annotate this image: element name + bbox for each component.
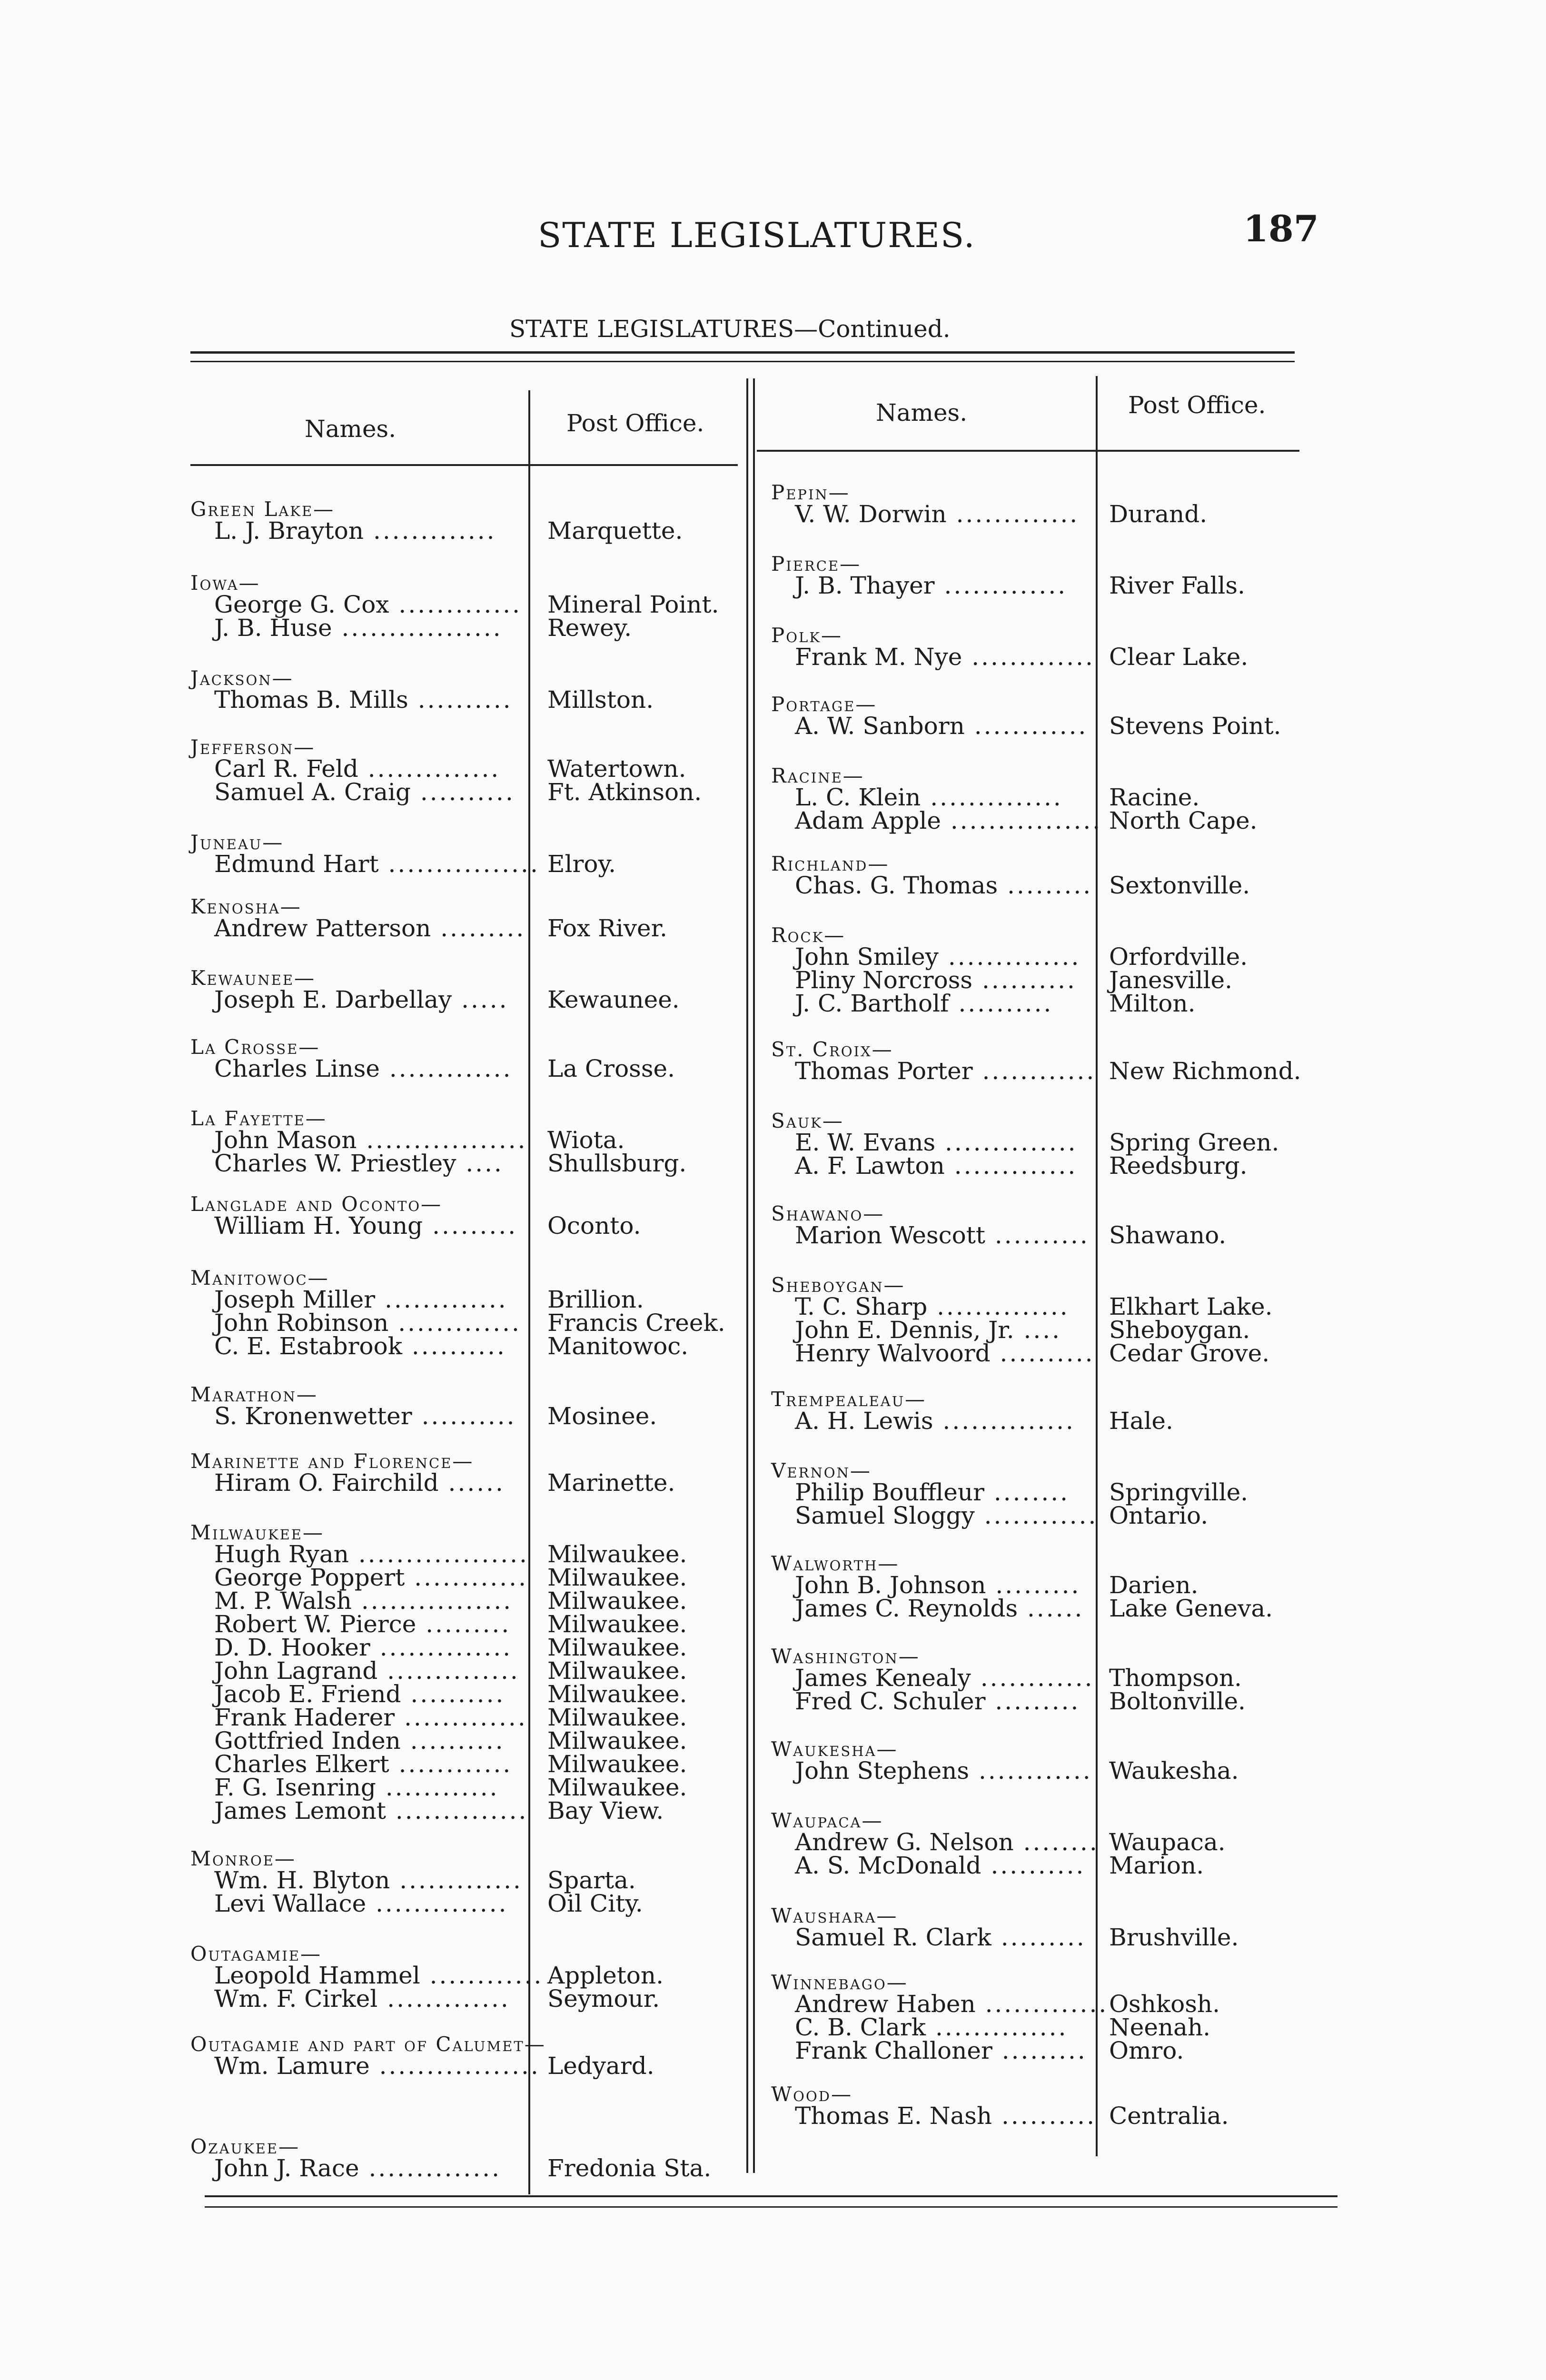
leader-dots: .... <box>1014 1316 1062 1344</box>
leader-dots: ................. <box>357 1126 527 1154</box>
post-office: Spring Green. <box>1109 1129 1279 1156</box>
county-heading: Rock— <box>771 923 846 947</box>
table-bottom-rule-inner <box>205 2206 1338 2208</box>
post-office: Neenah. <box>1109 2013 1211 2041</box>
member-name-text: M. P. Walsh <box>214 1587 352 1615</box>
member-name-text: Thomas E. Nash <box>795 2102 992 2130</box>
member-name-text: F. G. Isenring <box>214 1774 376 1801</box>
post-office: Oshkosh. <box>1109 1990 1220 2018</box>
member-name <box>214 2154 519 2182</box>
member-name-text: Hiram O. Fairchild <box>214 1469 439 1497</box>
post-office: Sextonville. <box>1109 872 1250 899</box>
post-office: Ontario. <box>1109 1502 1209 1529</box>
member-name <box>795 807 1102 834</box>
post-office: Durand. <box>1109 500 1208 528</box>
member-name-text: Chas. G. Thomas <box>795 872 998 899</box>
post-office: Waukesha. <box>1109 1757 1239 1785</box>
member-name <box>214 614 519 642</box>
leader-dots: ............. <box>364 517 496 545</box>
leader-dots: .... <box>456 1150 504 1177</box>
member-name <box>214 850 540 878</box>
post-office: Ledyard. <box>547 2052 654 2080</box>
county-heading: Sheboygan— <box>771 1273 905 1297</box>
leader-dots: .............. <box>921 783 1063 811</box>
member-name-text: George Poppert <box>214 1564 405 1591</box>
leader-dots: .............. <box>386 1797 528 1825</box>
post-office: Darien. <box>1109 1571 1199 1599</box>
member-name-text: Frank M. Nye <box>795 643 962 671</box>
table-bottom-rule <box>205 2195 1338 2197</box>
leader-dots: .......... <box>990 1339 1095 1367</box>
county-heading: Portage— <box>771 693 877 716</box>
post-office: Sparta. <box>547 1866 636 1894</box>
post-office: Janesville. <box>1109 966 1233 994</box>
member-name <box>795 712 1088 740</box>
leader-dots: ............. <box>375 1286 508 1313</box>
county-heading: Pierce— <box>771 552 862 575</box>
col-header-names-right: Names. <box>876 399 968 426</box>
member-name-text: L. C. Klein <box>795 783 921 811</box>
leader-dots: ............. <box>377 1985 510 2013</box>
post-office: Kewaunee. <box>547 986 680 1013</box>
member-name-text: J. B. Thayer <box>795 572 935 599</box>
member-name <box>214 1890 519 1917</box>
leader-dots: ................ <box>378 850 540 878</box>
table-top-rule <box>190 351 1295 354</box>
leader-dots: ......... <box>986 1571 1081 1599</box>
member-name-text: J. B. Huse <box>214 614 332 642</box>
member-name-text: Jacob E. Friend <box>214 1680 401 1708</box>
county-heading: Shawano— <box>771 1202 885 1225</box>
post-office: Bay View. <box>547 1797 664 1825</box>
post-office: Waupaca. <box>1109 1828 1226 1856</box>
member-name <box>795 1221 1088 1249</box>
leader-dots: .............. <box>377 1657 520 1685</box>
member-name <box>795 500 1088 528</box>
leader-dots: .............. <box>359 2154 501 2182</box>
member-name-text: Thomas B. Mills <box>214 686 408 714</box>
post-office: Rewey. <box>547 614 632 642</box>
post-office: Lake Geneva. <box>1109 1595 1273 1622</box>
post-office: Millston. <box>547 686 654 714</box>
county-heading: Kewaunee— <box>190 966 316 990</box>
member-name-text: Charles Linse <box>214 1055 380 1082</box>
leader-dots: .......... <box>992 2102 1096 2130</box>
header-bottom-rule-left <box>190 464 738 466</box>
leader-dots: .............. <box>938 943 1081 971</box>
leader-dots: ............. <box>388 1309 521 1337</box>
member-name <box>795 1852 1088 1879</box>
member-name-text: Adam Apple <box>795 807 941 834</box>
county-heading: Ozaukee— <box>190 2135 300 2158</box>
member-name <box>214 1985 519 2013</box>
member-name <box>795 1687 1088 1715</box>
county-heading: Manitowoc— <box>190 1266 329 1289</box>
member-name-text: V. W. Dorwin <box>795 500 947 528</box>
post-office: Fox River. <box>547 914 667 942</box>
post-office: Mosinee. <box>547 1402 657 1430</box>
county-heading: La Crosse— <box>190 1035 320 1059</box>
post-office: Watertown. <box>547 755 686 783</box>
leader-dots: .......... <box>401 1680 505 1708</box>
member-name-text: A. F. Lawton <box>795 1152 945 1180</box>
member-name-text: Andrew G. Nelson <box>795 1828 1014 1856</box>
member-name-text: Thomas Porter <box>795 1057 973 1085</box>
member-name-text: A. S. McDonald <box>795 1852 981 1879</box>
member-name <box>214 1212 519 1240</box>
page-number: 187 <box>1243 208 1319 250</box>
leader-dots: ..... <box>452 986 509 1013</box>
post-office: Marion. <box>1109 1852 1204 1879</box>
member-name-text: William H. Young <box>214 1212 423 1240</box>
member-name <box>214 1332 519 1360</box>
post-office: Shawano. <box>1109 1221 1227 1249</box>
leader-dots: .......... <box>985 1221 1090 1249</box>
member-name-text: Andrew Patterson <box>214 914 431 942</box>
leader-dots: ............ <box>964 712 1088 740</box>
county-heading: Wood— <box>771 2082 852 2106</box>
member-name <box>214 1150 519 1177</box>
leader-dots: .......... <box>412 1402 516 1430</box>
post-office: Milwaukee. <box>547 1540 687 1568</box>
member-name <box>795 1502 1098 1529</box>
member-name-text: James Lemont <box>214 1797 386 1825</box>
leader-dots: ............. <box>395 1704 527 1731</box>
leader-dots: .............. <box>366 1890 508 1917</box>
leader-dots: .......... <box>400 1727 505 1755</box>
county-heading: Racine— <box>771 764 864 787</box>
post-office: Orfordville. <box>1109 943 1248 971</box>
member-name-text: John B. Johnson <box>795 1571 986 1599</box>
county-heading: St. Croix— <box>771 1038 893 1061</box>
post-office: Francis Creek. <box>547 1309 725 1337</box>
leader-dots: ............ <box>969 1757 1092 1785</box>
member-name-text: Frank Challoner <box>795 2037 992 2064</box>
leader-dots: .......... <box>972 966 1077 994</box>
post-office: Mineral Point. <box>547 591 719 618</box>
leader-dots: ...... <box>438 1469 505 1497</box>
member-name-text: John Smiley <box>795 943 939 971</box>
member-name-text: James Kenealy <box>795 1664 971 1692</box>
leader-dots: ............. <box>975 1990 1109 2018</box>
member-name-text: Charles Elkert <box>214 1750 389 1778</box>
county-heading: Jackson— <box>190 666 294 690</box>
member-name-text: John Stephens <box>795 1757 970 1785</box>
leader-dots: .......... <box>402 1332 506 1360</box>
county-heading: Kenosha— <box>190 895 302 918</box>
member-name <box>795 572 1088 599</box>
county-heading: Winnebago— <box>771 1971 908 1994</box>
post-office: Racine. <box>1109 783 1200 811</box>
post-office: Elkhart Lake. <box>1109 1293 1273 1320</box>
leader-dots: ............. <box>946 500 1080 528</box>
leader-dots: .......... <box>411 778 515 806</box>
post-office: Milwaukee. <box>547 1680 687 1708</box>
header-bottom-rule-right <box>757 450 1299 452</box>
member-name <box>214 1469 519 1497</box>
member-name-text: John Lagrand <box>214 1657 378 1685</box>
member-name-text: Fred C. Schuler <box>795 1687 986 1715</box>
member-name <box>214 778 519 806</box>
post-office: Oil City. <box>547 1890 643 1917</box>
post-office: North Cape. <box>1109 807 1258 834</box>
post-office: Ft. Atkinson. <box>547 778 702 806</box>
leader-dots: ................. <box>332 614 503 642</box>
col-header-po-right: Post Office. <box>1128 391 1266 419</box>
member-name <box>795 1924 1088 1951</box>
leader-dots: ........ <box>1013 1828 1099 1856</box>
column-divider-2-b <box>753 378 755 2173</box>
member-name-text: Samuel Sloggy <box>795 1502 975 1529</box>
leader-dots: .............. <box>358 755 501 783</box>
county-heading: La Fayette— <box>190 1107 327 1130</box>
post-office: Milwaukee. <box>547 1774 687 1801</box>
member-name-text: James C. Reynolds <box>795 1595 1018 1622</box>
county-heading: Langlade and Oconto— <box>190 1192 443 1216</box>
member-name <box>795 1057 1096 1085</box>
leader-dots: ................ <box>941 807 1102 834</box>
post-office: New Richmond. <box>1109 1057 1301 1085</box>
county-heading: Iowa— <box>190 571 260 595</box>
post-office: Milwaukee. <box>547 1564 687 1591</box>
member-name-text: Robert W. Pierce <box>214 1610 416 1638</box>
leader-dots: ......... <box>992 2037 1087 2064</box>
county-heading: Waushara— <box>771 1904 898 1927</box>
county-heading: Outagamie and part of Calumet— <box>190 2033 546 2056</box>
post-office: Clear Lake. <box>1109 643 1249 671</box>
member-name <box>214 1797 528 1825</box>
post-office: Appleton. <box>547 1962 664 1989</box>
post-office: Stevens Point. <box>1109 712 1281 740</box>
member-name <box>214 986 519 1013</box>
leader-dots: .............. <box>933 1407 1075 1435</box>
table-title: STATE LEGISLATURES—Continued. <box>509 315 951 343</box>
post-office: Sheboygan. <box>1109 1316 1250 1344</box>
post-office: Marinette. <box>547 1469 675 1497</box>
post-office: Elroy. <box>547 850 616 878</box>
leader-dots: ......... <box>998 872 1093 899</box>
leader-dots: ......... <box>423 1212 518 1240</box>
col-header-names-left: Names. <box>305 415 396 443</box>
column-divider-3 <box>1096 376 1098 2156</box>
column-divider-1 <box>528 390 530 2194</box>
member-name-text: Charles W. Priestley <box>214 1150 456 1177</box>
county-heading: Outagamie— <box>190 1942 322 1965</box>
member-name-text: Philip Bouffleur <box>795 1478 984 1506</box>
post-office: Centralia. <box>1109 2102 1229 2130</box>
member-name-text: John J. Race <box>214 2154 359 2182</box>
leader-dots: .............. <box>927 1293 1070 1320</box>
member-name-text: Hugh Ryan <box>214 1540 349 1568</box>
leader-dots: .......... <box>408 686 513 714</box>
post-office: Hale. <box>1109 1407 1173 1435</box>
member-name-text: Wm. H. Blyton <box>214 1866 390 1894</box>
member-name <box>795 643 1095 671</box>
county-heading: Walworth— <box>771 1552 900 1575</box>
leader-dots: ............. <box>934 572 1068 599</box>
member-name <box>795 1595 1088 1622</box>
county-heading: Richland— <box>771 852 890 875</box>
member-name-text: George G. Cox <box>214 591 389 618</box>
member-name-text: Henry Walvoord <box>795 1339 991 1367</box>
post-office: Milwaukee. <box>547 1750 687 1778</box>
leader-dots: ............ <box>405 1564 528 1591</box>
member-name <box>795 1339 1095 1367</box>
member-name-text: Joseph Miller <box>214 1286 376 1313</box>
table-top-rule-inner <box>190 361 1295 362</box>
leader-dots: .............. <box>935 1129 1078 1156</box>
member-name-text: John Mason <box>214 1126 357 1154</box>
member-name-text: Wm. Lamure <box>214 2052 370 2080</box>
post-office: Cedar Grove. <box>1109 1339 1270 1367</box>
leader-dots: .......... <box>949 990 1053 1017</box>
member-name-text: C. B. Clark <box>795 2013 926 2041</box>
member-name <box>795 872 1093 899</box>
post-office: Milwaukee. <box>547 1727 687 1755</box>
member-name <box>214 1402 519 1430</box>
leader-dots: ............. <box>962 643 1095 671</box>
col-header-po-left: Post Office. <box>566 409 704 437</box>
member-name-text: Marion Wescott <box>795 1221 985 1249</box>
county-heading: Monroe— <box>190 1847 296 1870</box>
member-name-text: L. J. Brayton <box>214 517 364 545</box>
post-office: La Crosse. <box>547 1055 675 1082</box>
member-name-text: Samuel A. Craig <box>214 778 411 806</box>
leader-dots: .............. <box>926 2013 1068 2041</box>
post-office: Milwaukee. <box>547 1587 687 1615</box>
member-name-text: Wm. F. Cirkel <box>214 1985 378 2013</box>
member-name <box>214 686 519 714</box>
member-name <box>214 517 519 545</box>
county-heading: Waupaca— <box>771 1809 883 1832</box>
leader-dots: ......... <box>985 1687 1080 1715</box>
leader-dots: ................. <box>369 2052 540 2080</box>
member-name <box>795 990 1088 1017</box>
member-name-text: A. H. Lewis <box>795 1407 933 1435</box>
leader-dots: .............. <box>370 1634 513 1661</box>
leader-dots: ...... <box>1018 1595 1084 1622</box>
member-name-text: T. C. Sharp <box>795 1293 928 1320</box>
post-office: Manitowoc. <box>547 1332 689 1360</box>
leader-dots: .................. <box>348 1540 529 1568</box>
post-office: Boltonville. <box>1109 1687 1246 1715</box>
member-name <box>214 914 526 942</box>
county-heading: Juneau— <box>190 831 284 854</box>
member-name-text: C. E. Estabrook <box>214 1332 403 1360</box>
county-heading: Pepin— <box>771 481 850 504</box>
post-office: Reedsburg. <box>1109 1152 1248 1180</box>
member-name <box>795 2037 1088 2064</box>
member-name-text: Leopold Hammel <box>214 1962 420 1989</box>
member-name <box>214 2052 540 2080</box>
post-office: Marquette. <box>547 517 683 545</box>
member-name-text: Joseph E. Darbellay <box>214 986 452 1013</box>
leader-dots: ............. <box>389 591 522 618</box>
county-heading: Marinette and Florence— <box>190 1449 474 1473</box>
member-name-text: J. C. Bartholf <box>795 990 949 1017</box>
member-name-text: S. Kronenwetter <box>214 1402 412 1430</box>
leader-dots: ............ <box>420 1962 544 1989</box>
county-heading: Waukesha— <box>771 1737 898 1761</box>
member-name-text: D. D. Hooker <box>214 1634 370 1661</box>
post-office: Milwaukee. <box>547 1634 687 1661</box>
member-name-text: A. W. Sanborn <box>795 712 965 740</box>
post-office: Thompson. <box>1109 1664 1242 1692</box>
member-name-text: Samuel R. Clark <box>795 1924 991 1951</box>
county-heading: Marathon— <box>190 1383 318 1406</box>
county-heading: Sauk— <box>771 1109 844 1132</box>
leader-dots: ................ <box>352 1587 513 1615</box>
county-heading: Polk— <box>771 624 842 647</box>
post-office: Milwaukee. <box>547 1704 687 1731</box>
post-office: Shullsburg. <box>547 1150 687 1177</box>
leader-dots: ............. <box>379 1055 513 1082</box>
county-heading: Vernon— <box>771 1459 872 1482</box>
leader-dots: ............. <box>944 1152 1078 1180</box>
leader-dots: ............ <box>971 1664 1094 1692</box>
member-name-text: Carl R. Feld <box>214 755 358 783</box>
member-name-text: E. W. Evans <box>795 1129 936 1156</box>
county-heading: Washington— <box>771 1645 920 1668</box>
county-heading: Trempealeau— <box>771 1388 927 1411</box>
member-name-text: Levi Wallace <box>214 1890 367 1917</box>
leader-dots: ......... <box>431 914 526 942</box>
post-office: Seymour. <box>547 1985 660 2013</box>
leader-dots: ............ <box>389 1750 513 1778</box>
post-office: Milwaukee. <box>547 1657 687 1685</box>
member-name <box>214 1055 519 1082</box>
post-office: Oconto. <box>547 1212 641 1240</box>
county-heading: Green Lake— <box>190 497 335 521</box>
member-name-text: Frank Haderer <box>214 1704 395 1731</box>
post-office: River Falls. <box>1109 572 1245 599</box>
member-name-text: Andrew Haben <box>795 1990 976 2018</box>
county-heading: Milwaukee— <box>190 1521 324 1544</box>
post-office: Brushville. <box>1109 1924 1239 1951</box>
leader-dots: ............ <box>974 1502 1098 1529</box>
post-office: Omro. <box>1109 2037 1184 2064</box>
leader-dots: ........ <box>984 1478 1070 1506</box>
county-heading: Jefferson— <box>190 735 316 759</box>
leader-dots: .......... <box>981 1852 1086 1879</box>
member-name <box>795 1407 1088 1435</box>
leader-dots: ............ <box>376 1774 499 1801</box>
page-title: STATE LEGISLATURES. <box>538 215 976 255</box>
post-office: Fredonia Sta. <box>547 2154 712 2182</box>
member-name <box>795 1757 1092 1785</box>
leader-dots: ............ <box>972 1057 1096 1085</box>
member-name-text: Pliny Norcross <box>795 966 973 994</box>
member-name-text: John Robinson <box>214 1309 389 1337</box>
leader-dots: ......... <box>991 1924 1086 1951</box>
post-office: Brillion. <box>547 1286 644 1313</box>
member-name-text: Gottfried Inden <box>214 1727 401 1755</box>
post-office: Milwaukee. <box>547 1610 687 1638</box>
leader-dots: ............. <box>390 1866 523 1894</box>
column-divider-2-a <box>746 378 748 2173</box>
leader-dots: ......... <box>416 1610 511 1638</box>
post-office: Wiota. <box>547 1126 625 1154</box>
member-name <box>795 2102 1096 2130</box>
post-office: Springville. <box>1109 1478 1249 1506</box>
member-name-text: Edmund Hart <box>214 850 379 878</box>
member-name <box>795 1152 1088 1180</box>
post-office: Milton. <box>1109 990 1196 1017</box>
member-name-text: John E. Dennis, Jr. <box>795 1316 1014 1344</box>
